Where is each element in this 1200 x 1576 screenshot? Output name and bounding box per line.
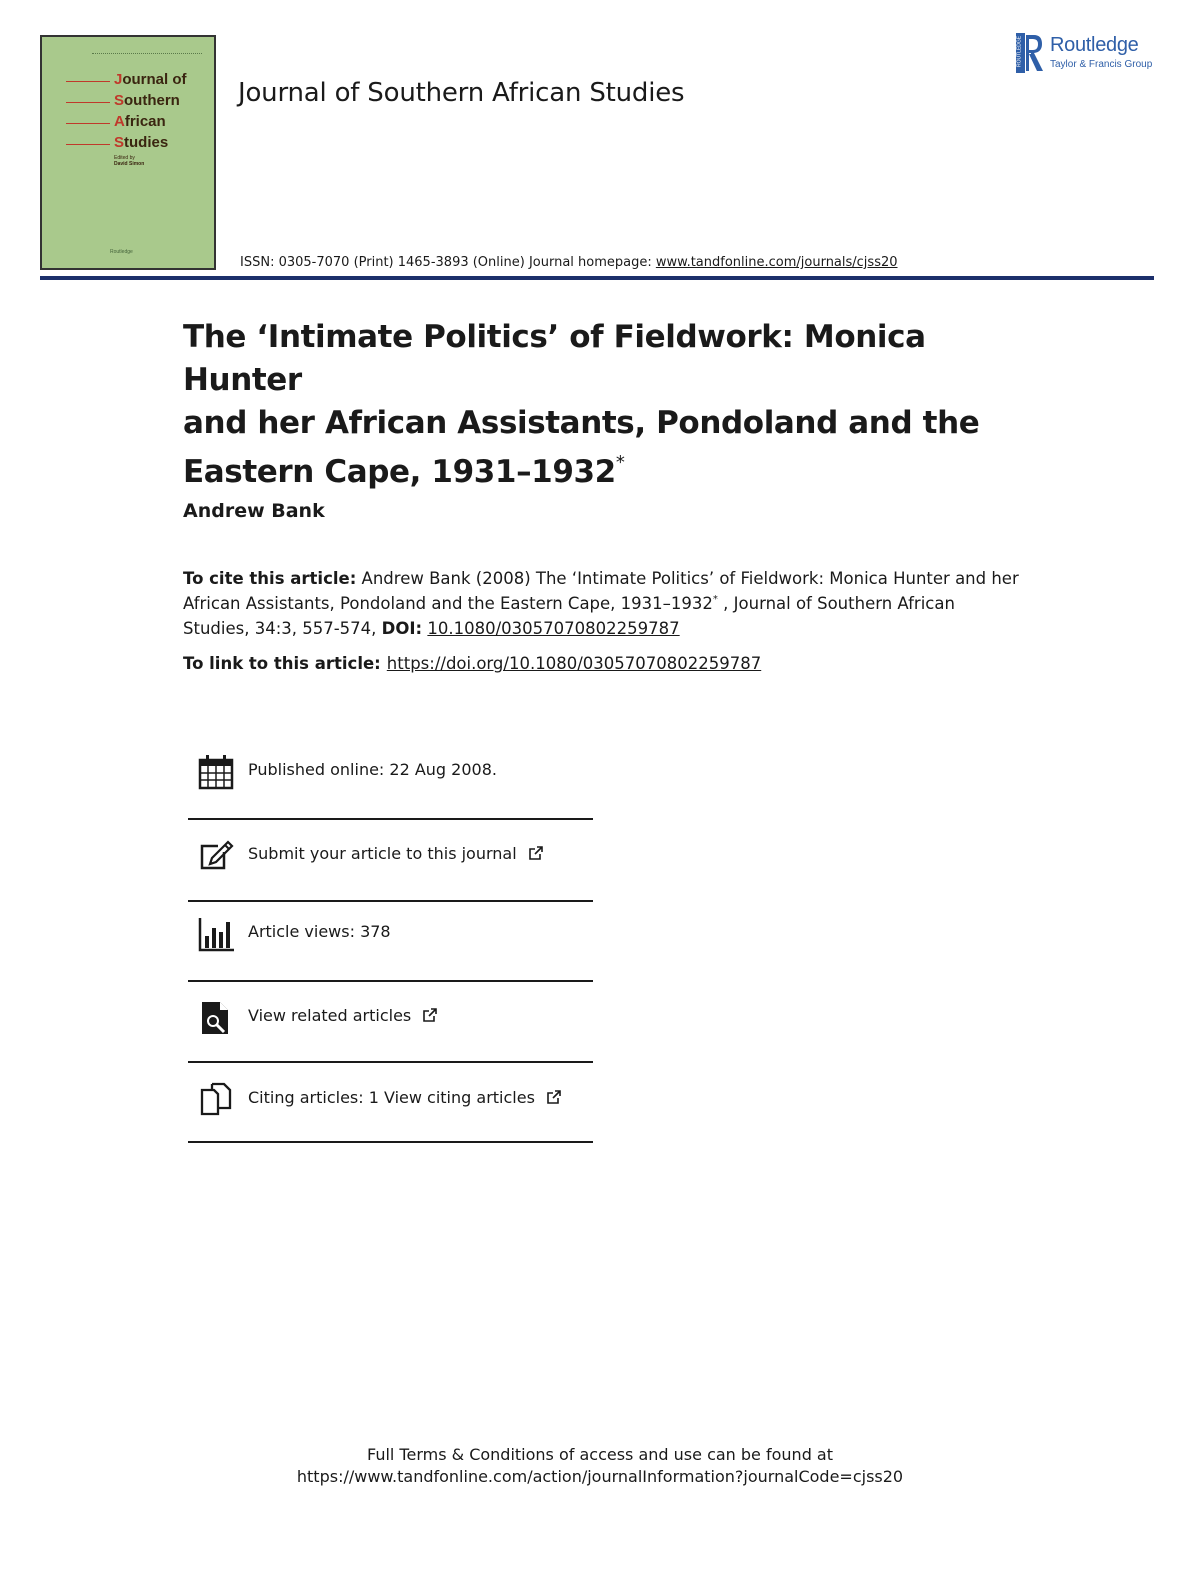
- citation-footnote-mark: *: [712, 594, 718, 605]
- header-divider: [40, 276, 1154, 280]
- cover-title: [114, 69, 214, 153]
- cover-title-line: African: [114, 113, 166, 130]
- citation-text: Andrew Bank (2008) The ‘Intimate Politics’ of Fieldwork: Monica Hunter and her African Assistants, Pondoland and the Eastern Cape, 1931–1932: [183, 569, 1019, 613]
- journal-homepage-link[interactable]: www.tandfonline.com/journals/cjss20: [655, 255, 898, 270]
- bar-chart-icon: [198, 916, 234, 952]
- svg-text:ROUTLEDGE: ROUTLEDGE: [1016, 35, 1023, 67]
- external-link-icon: [546, 1089, 562, 1105]
- article-title: [183, 316, 1043, 494]
- journal-name: Journal of Southern African Studies: [238, 78, 685, 108]
- search-document-icon: [198, 1000, 234, 1036]
- cover-editor-label: Edited by: [114, 155, 135, 161]
- cover-header-rule: [92, 53, 202, 56]
- edit-icon: [198, 838, 234, 874]
- publisher-name: Routledge: [1050, 34, 1139, 56]
- article-title-line: The ‘Intimate Politics’ of Fieldwork: Monica Hunter: [183, 319, 926, 398]
- issn-text: ISSN: 0305-7070 (Print) 1465-3893 (Online) Journal homepage:: [240, 255, 656, 270]
- article-link-line: [183, 654, 761, 673]
- related-articles-link[interactable]: View related articles: [248, 1006, 438, 1025]
- cover-publisher-mark: Routledge: [110, 249, 133, 255]
- external-link-icon: [422, 1007, 438, 1023]
- cover-title-line: Southern: [114, 92, 180, 109]
- cover-editor: [114, 155, 144, 167]
- cover-editor-name: David Simon: [114, 161, 145, 167]
- citation-label: To cite this article:: [183, 569, 357, 588]
- info-divider: [188, 900, 593, 902]
- title-footnote-mark: *: [615, 452, 625, 473]
- citing-articles-item[interactable]: [188, 1070, 593, 1130]
- publisher-logo: [1016, 33, 1156, 75]
- info-divider: [188, 818, 593, 820]
- info-divider: [188, 980, 593, 982]
- info-divider: [188, 1061, 593, 1063]
- terms-text: Full Terms & Conditions of access and use can be found at: [366, 1445, 834, 1464]
- cover-accent-rule: [66, 123, 110, 124]
- doi-label: DOI:: [381, 619, 423, 638]
- routledge-logo-icon: [1016, 33, 1044, 73]
- cover-title-line: Studies: [114, 134, 169, 151]
- terms-link[interactable]: https://www.tandfonline.com/action/journalInformation?journalCode=cjss20: [296, 1467, 904, 1486]
- journal-cover-image: [40, 35, 216, 270]
- article-views-item: [188, 904, 593, 964]
- article-link-label: To link to this article:: [183, 654, 381, 673]
- article-title-line: and her African Assistants, Pondoland and the: [183, 405, 980, 441]
- article-author: Andrew Bank: [183, 500, 325, 522]
- issn-line: [240, 255, 898, 270]
- citing-articles-link[interactable]: Citing articles: 1 View citing articles: [248, 1088, 562, 1107]
- submit-article-item[interactable]: [188, 826, 593, 886]
- publisher-group: Taylor & Francis Group: [1050, 59, 1153, 70]
- published-online-item: [188, 742, 593, 802]
- published-online-text: Published online: 22 Aug 2008.: [248, 760, 497, 779]
- cover-accent-rule: [66, 81, 110, 82]
- article-link[interactable]: https://doi.org/10.1080/03057070802259787: [386, 654, 762, 673]
- related-articles-item[interactable]: [188, 988, 593, 1048]
- cover-accent-rule: [66, 102, 110, 103]
- cover-title-line: Journal of: [114, 71, 187, 88]
- terms-footer: [0, 1444, 1200, 1488]
- submit-article-link[interactable]: Submit your article to this journal: [248, 844, 544, 863]
- article-views-text: Article views: 378: [248, 922, 391, 941]
- citation-block: [183, 566, 1023, 641]
- cover-accent-rule: [66, 144, 110, 145]
- info-divider: [188, 1141, 593, 1143]
- article-title-line: Eastern Cape, 1931–1932*: [183, 452, 625, 490]
- calendar-icon: [198, 754, 234, 790]
- copy-documents-icon: [198, 1082, 234, 1118]
- doi-link[interactable]: 10.1080/03057070802259787: [427, 619, 680, 638]
- external-link-icon: [528, 845, 544, 861]
- citation-source: , Journal of Southern African Studies, 34:3, 557-574,: [183, 594, 955, 638]
